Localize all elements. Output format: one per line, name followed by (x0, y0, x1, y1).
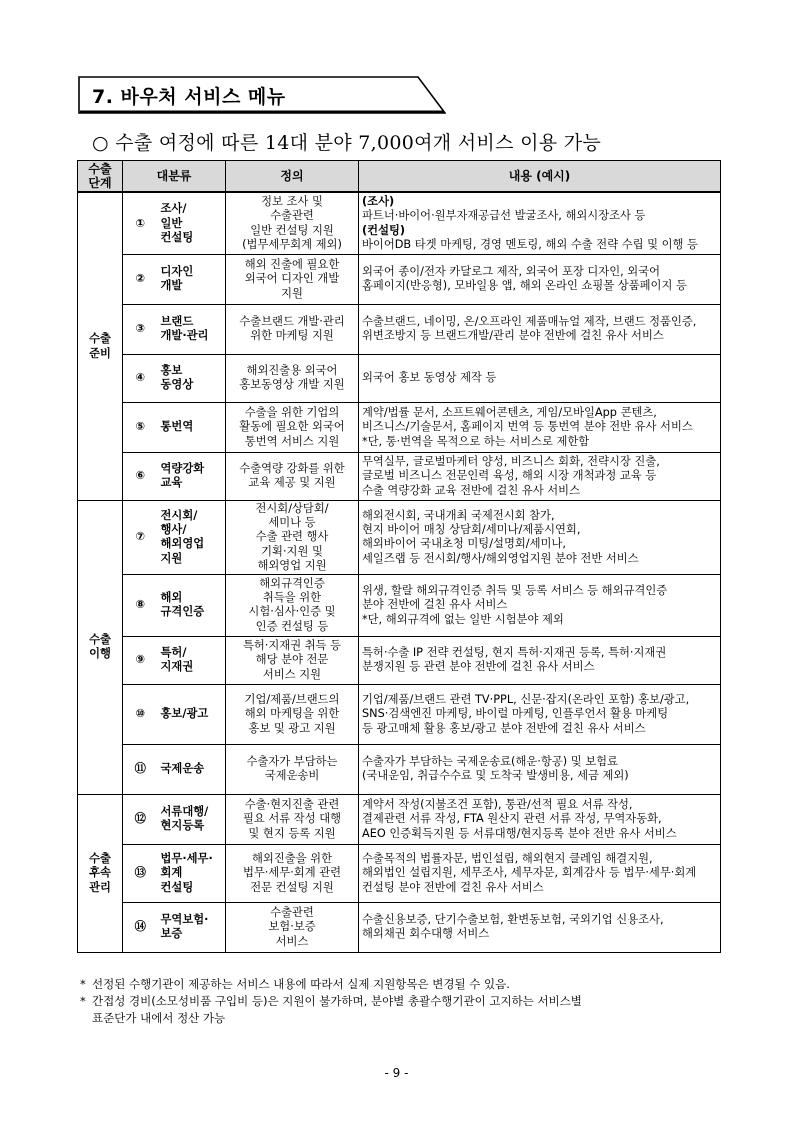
content-cell: 해외전시회, 국내개최 국제전시회 참가, 현지 바이어 매칭 상담회/세미나/제품시연회, 해외바이어 국내초청 미팅/설명회/세미나, 세일즈랩 등 전시회/행사/해외영업지원 분야 전반 서비스 (359, 500, 721, 574)
category-cell: 국제운송 (158, 744, 226, 794)
table-row (78, 844, 721, 902)
table-row (78, 254, 721, 304)
content-cell: 수출목적의 법률자문, 법인설립, 해외현지 클레임 해결지원, 해외법인 설립지원, 세무조사, 세무자문, 회계감사 등 법무·세무·회계 컨설팅 분야 전반에 걸친 유사 서비스 (359, 844, 721, 902)
content-cell: 기업/제품/브랜드 관련 TV·PPL, 신문·잡지(온라인 포함) 홍보/광고, SNS·검색엔진 마케팅, 바이럴 마케팅, 인플루언서 활용 마케팅 등 광고매체 활용 홍보/광고 분야 전반에 걸친 유사 서비스 (359, 684, 721, 744)
definition-cell: 수출·현지진출 관련 필요 서류 작성 대행 및 현지 등록 지원 (226, 794, 359, 844)
header-category: 대분류 (123, 161, 226, 193)
definition-cell: 수출자가 부담하는 국제운송비 (226, 744, 359, 794)
definition-cell: 해외진출용 외국어 홍보동영상 개발 지원 (226, 354, 359, 402)
footnote-2: * 간접성 경비(소모성비품 구입비 등)은 지원이 불가하며, 분야별 총괄수행기관이 고지하는 서비스별 (80, 994, 582, 1008)
definition-cell: 정보 조사 및 수출관련 일반 컨설팅 지원 (법무세무회계 제외) (226, 192, 359, 254)
section-title-box (78, 76, 446, 114)
definition-cell: 특허·지재권 취득 등 해당 분야 전문 서비스 지원 (226, 636, 359, 684)
table-row (78, 794, 721, 844)
table-row (78, 500, 721, 574)
footnote-2-continued: 표준단가 내에서 정산 가능 (92, 1011, 226, 1025)
definition-cell: 수출관련 보험·보증 서비스 (226, 902, 359, 952)
category-cell: 통번역 (158, 402, 226, 452)
definition-cell: 수출을 위한 기업의 활동에 필요한 외국어 통번역 서비스 지원 (226, 402, 359, 452)
definition-cell: 전시회/상담회/ 세미나 등 수출 관련 행사 기획·지원 및 해외영업 지원 (226, 500, 359, 574)
table-row (78, 684, 721, 744)
section-title: 7. 바우처 서비스 메뉴 (92, 86, 286, 108)
page-number: - 9 - (384, 1066, 409, 1080)
category-cell: 법무·세무· 회계 컨설팅 (158, 844, 226, 902)
category-cell: 홍보 동영상 (158, 354, 226, 402)
content-cell: 계약/법률 문서, 소프트웨어콘텐츠, 게임/모바일App 콘텐츠, 비즈니스/기술문서, 홈페이지 번역 등 통번역 분야 전반 유사 서비스 *단, 통·번역을 목적으로 하는 서비스로 제한함 (359, 402, 721, 452)
table-row (78, 744, 721, 794)
footnotes (80, 976, 730, 1027)
row-number: ⑥ (123, 452, 158, 500)
table-row (78, 192, 721, 254)
row-number: ⑩ (123, 684, 158, 744)
category-cell: 서류대행/ 현지등록 (158, 794, 226, 844)
content-cell: 특허·수출 IP 전략 컨설팅, 현지 특허·지재권 등록, 특허·지재권 분쟁지원 등 관련 분야 전반에 걸친 유사 서비스 (359, 636, 721, 684)
content-cell: 수출신용보증, 단기수출보험, 환변동보험, 국외기업 신용조사, 해외채권 회수대행 서비스 (359, 902, 721, 952)
row-number: ⑭ (123, 902, 158, 952)
definition-cell: 수출브랜드 개발·관리 위한 마케팅 지원 (226, 304, 359, 354)
table-row (78, 304, 721, 354)
stage-label-exec: 수출 이행 (78, 500, 123, 794)
table-row (78, 636, 721, 684)
category-cell: 브랜드 개발·관리 (158, 304, 226, 354)
table-row (78, 452, 721, 500)
category-cell: 디자인 개발 (158, 254, 226, 304)
content-cell: 무역실무, 글로벌마케터 양성, 비즈니스 회화, 전략시장 진출, 글로벌 비즈니스 전문인력 육성, 해외 시장 개척과정 교육 등 수출 역량강화 교육 전반에 걸친 유사 서비스 (359, 452, 721, 500)
row-number: ④ (123, 354, 158, 402)
content-cell: 계약서 작성(지불조건 포함), 통관/선적 필요 서류 작성, 결제관련 서류 작성, FTA 원산지 관련 서류 작성, 무역자동화, AEO 인증획득지원 등 서류대행/현지등록 분야 전반 유사 서비스 (359, 794, 721, 844)
table-row (78, 902, 721, 952)
definition-cell: 해외 진출에 필요한 외국어 디자인 개발 지원 (226, 254, 359, 304)
voucher-service-table (77, 160, 721, 953)
table-header-row (78, 161, 721, 193)
category-cell: 역량강화 교육 (158, 452, 226, 500)
content-cell: 외국어 종이/전자 카달로그 제작, 외국어 포장 디자인, 외국어 홈페이지(반응형), 모바일용 앱, 해외 온라인 쇼핑몰 상품페이지 등 (359, 254, 721, 304)
category-cell: 해외 규격인증 (158, 574, 226, 636)
content-cell: 외국어 홍보 동영상 제작 등 (359, 354, 721, 402)
definition-cell: 해외진출을 위한 법무·세무·회계 관련 전문 컨설팅 지원 (226, 844, 359, 902)
definition-cell: 기업/제품/브랜드의 해외 마케팅을 위한 홍보 및 광고 지원 (226, 684, 359, 744)
row-number: ⑦ (123, 500, 158, 574)
headline: ○ 수출 여정에 따른 14대 분야 7,000여개 서비스 이용 가능 (92, 132, 602, 154)
category-cell: 무역보험· 보증 (158, 902, 226, 952)
category-cell: 조사/ 일반 컨설팅 (158, 192, 226, 254)
row-number: ② (123, 254, 158, 304)
row-number: ⑫ (123, 794, 158, 844)
content-cell: 위생, 할랄 해외규격인증 취득 및 등록 서비스 등 해외규격인증 분야 전반에 걸친 유사 서비스 *단, 해외규격에 없는 일반 시험분야 제외 (359, 574, 721, 636)
content-cell: 수출자가 부담하는 국제운송료(해운·항공) 및 보험료 (국내운임, 취급수수료 및 도착국 발생비용, 세금 제외) (359, 744, 721, 794)
header-content: 내용 (예시) (359, 161, 721, 193)
row-number: ⑨ (123, 636, 158, 684)
row-number: ① (123, 192, 158, 254)
row-number: ⑧ (123, 574, 158, 636)
header-definition: 정의 (226, 161, 359, 193)
category-cell: 특허/ 지재권 (158, 636, 226, 684)
row-number: ⑬ (123, 844, 158, 902)
content-cell: 수출브랜드, 네이밍, 온/오프라인 제품매뉴얼 제작, 브랜드 정품인증, 위변조방지 등 브랜드개발/관리 분야 전반에 걸친 유사 서비스 (359, 304, 721, 354)
footnote-1: * 선정된 수행기관이 제공하는 서비스 내용에 따라서 실제 지원항목은 변경될 수 있음. (80, 977, 510, 991)
row-number: ⑪ (123, 744, 158, 794)
row-number: ⑤ (123, 402, 158, 452)
table-row (78, 402, 721, 452)
table-row (78, 574, 721, 636)
table-row (78, 354, 721, 402)
stage-label-post: 수출 후속 관리 (78, 794, 123, 952)
row-number: ③ (123, 304, 158, 354)
stage-label-prep: 수출 준비 (78, 192, 123, 500)
category-cell: 전시회/ 행사/ 해외영업 지원 (158, 500, 226, 574)
content-cell: (조사) 파트너·바이어·원부자재공급선 발굴조사, 해외시장조사 등 (컨설팅) 바이어DB 타겟 마케팅, 경영 멘토링, 해외 수출 전략 수립 및 이행 등 (359, 192, 721, 254)
definition-cell: 해외규격인증 취득을 위한 시험·심사·인증 및 인증 컨설팅 등 (226, 574, 359, 636)
header-stage: 수출 단계 (78, 161, 123, 193)
category-cell: 홍보/광고 (158, 684, 226, 744)
definition-cell: 수출역량 강화를 위한 교육 제공 및 지원 (226, 452, 359, 500)
